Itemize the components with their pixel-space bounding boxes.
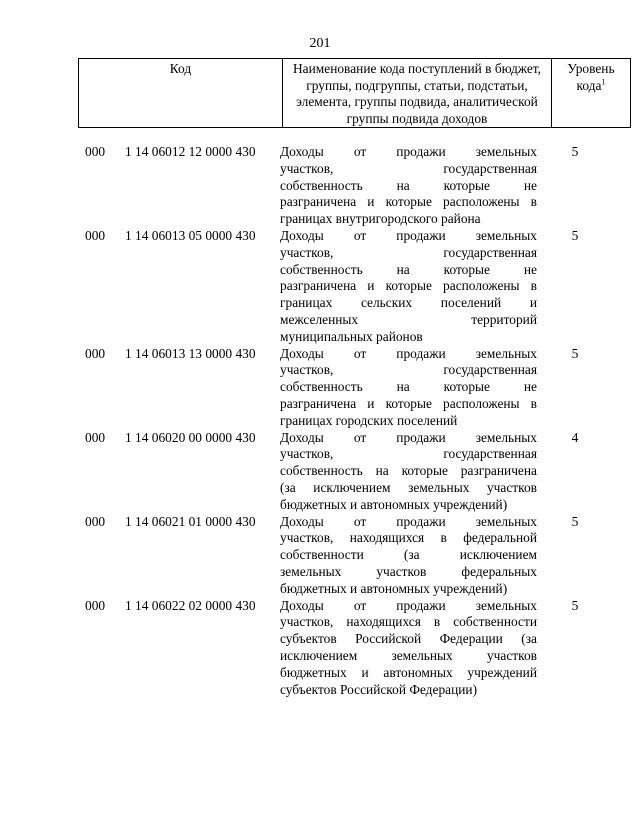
row-admin-code: 000 (85, 227, 106, 243)
row-level: 5 (571, 227, 579, 243)
row-name (280, 598, 537, 699)
row-name-line: Доходы от продажи земельных (280, 429, 537, 445)
row-name-line: участков, находящихся в собственности (280, 614, 537, 630)
footnote-marker: 1 (601, 77, 606, 87)
row-name-line: границах внутригородского района (280, 211, 481, 227)
row-name-line: Доходы от продажи земельных (280, 345, 537, 361)
row-income-code: 1 14 06013 13 0000 430 (125, 345, 256, 361)
table-row (0, 430, 640, 514)
row-level: 5 (571, 597, 579, 613)
row-name-line: Доходы от продажи земельных (280, 597, 537, 613)
row-name-line: Доходы от продажи земельных (280, 513, 537, 529)
row-name-line: исключением земельных участков (280, 647, 537, 663)
row-name-line: собственность на которые не (280, 261, 537, 277)
table-row (0, 514, 640, 598)
table-row (0, 598, 640, 699)
row-name (280, 346, 537, 430)
row-name-line: субъектов Российской Федерации) (280, 681, 478, 697)
table-row (0, 228, 640, 346)
row-admin-code: 000 (85, 345, 106, 361)
row-name-line: бюджетных и автономных учреждений (280, 664, 537, 680)
row-name (280, 430, 537, 514)
row-name (280, 144, 537, 228)
row-income-code: 1 14 06012 12 0000 430 (125, 144, 256, 159)
header-code-label: Код (169, 61, 192, 76)
row-name (280, 228, 537, 346)
header-level (552, 59, 631, 128)
row-income-code: 1 14 06013 05 0000 430 (125, 227, 256, 243)
row-name-line: собственности (за исключением (280, 547, 537, 563)
row-name-line: участков, находящихся в федеральной (280, 530, 537, 546)
row-income-code: 1 14 06022 02 0000 430 (125, 597, 256, 613)
row-name-line: границах городских поселений (280, 412, 458, 428)
row-name-line: межселенных территорий (280, 311, 537, 327)
row-name-line: Доходы от продажи земельных (280, 144, 537, 159)
row-income-code: 1 14 06020 00 0000 430 (125, 429, 256, 445)
row-admin-code: 000 (85, 144, 106, 159)
row-name-line: субъектов Российской Федерации (за (280, 631, 537, 647)
row-admin-code: 000 (85, 597, 106, 613)
header-code (79, 59, 283, 128)
row-name (280, 514, 537, 598)
row-admin-code: 000 (85, 429, 106, 445)
row-name-line: участков, государственная (280, 362, 537, 378)
row-level: 5 (571, 345, 579, 361)
row-name-line: собственность на которые не (280, 177, 537, 193)
table-row (0, 144, 640, 228)
row-name-line: разграничена и которые расположены в (280, 194, 537, 210)
row-name-line: Доходы от продажи земельных (280, 227, 537, 243)
row-name-line: муниципальных районов (280, 328, 423, 344)
header-name-label: Наименование кода поступлений в бюджет, группы, подгруппы, статьи, подстатьи, элемента, группы подвида, аналитической группы подвида доходов (293, 61, 541, 126)
row-admin-code: 000 (85, 513, 106, 529)
row-name-line: участков, государственная (280, 244, 537, 260)
row-name-line: (за исключением земельных участков (280, 479, 537, 495)
row-name-line: границах сельских поселений и (280, 295, 537, 311)
table-header (78, 58, 631, 128)
header-name (283, 59, 552, 128)
row-income-code: 1 14 06021 01 0000 430 (125, 513, 256, 529)
row-name-line: участков, государственная (280, 446, 537, 462)
row-name-line: разграничена и которые расположены в (280, 395, 537, 411)
row-level: 4 (571, 429, 579, 445)
header-level-label: Уровень кода (567, 61, 615, 93)
row-name-line: разграничена и которые расположены в (280, 278, 537, 294)
row-name-line: собственность на которые не (280, 379, 537, 395)
page-number: 201 (309, 36, 331, 51)
table-row (0, 346, 640, 430)
row-level: 5 (571, 144, 579, 159)
table-body (0, 144, 640, 698)
row-name-line: земельных участков федеральных (280, 563, 537, 579)
row-name-line: бюджетных и автономных учреждений) (280, 580, 508, 596)
row-name-line: участков, государственная (280, 160, 537, 176)
row-name-line: собственность на которые разграничена (280, 463, 537, 479)
row-name-line: бюджетных и автономных учреждений) (280, 496, 508, 512)
row-level: 5 (571, 513, 579, 529)
